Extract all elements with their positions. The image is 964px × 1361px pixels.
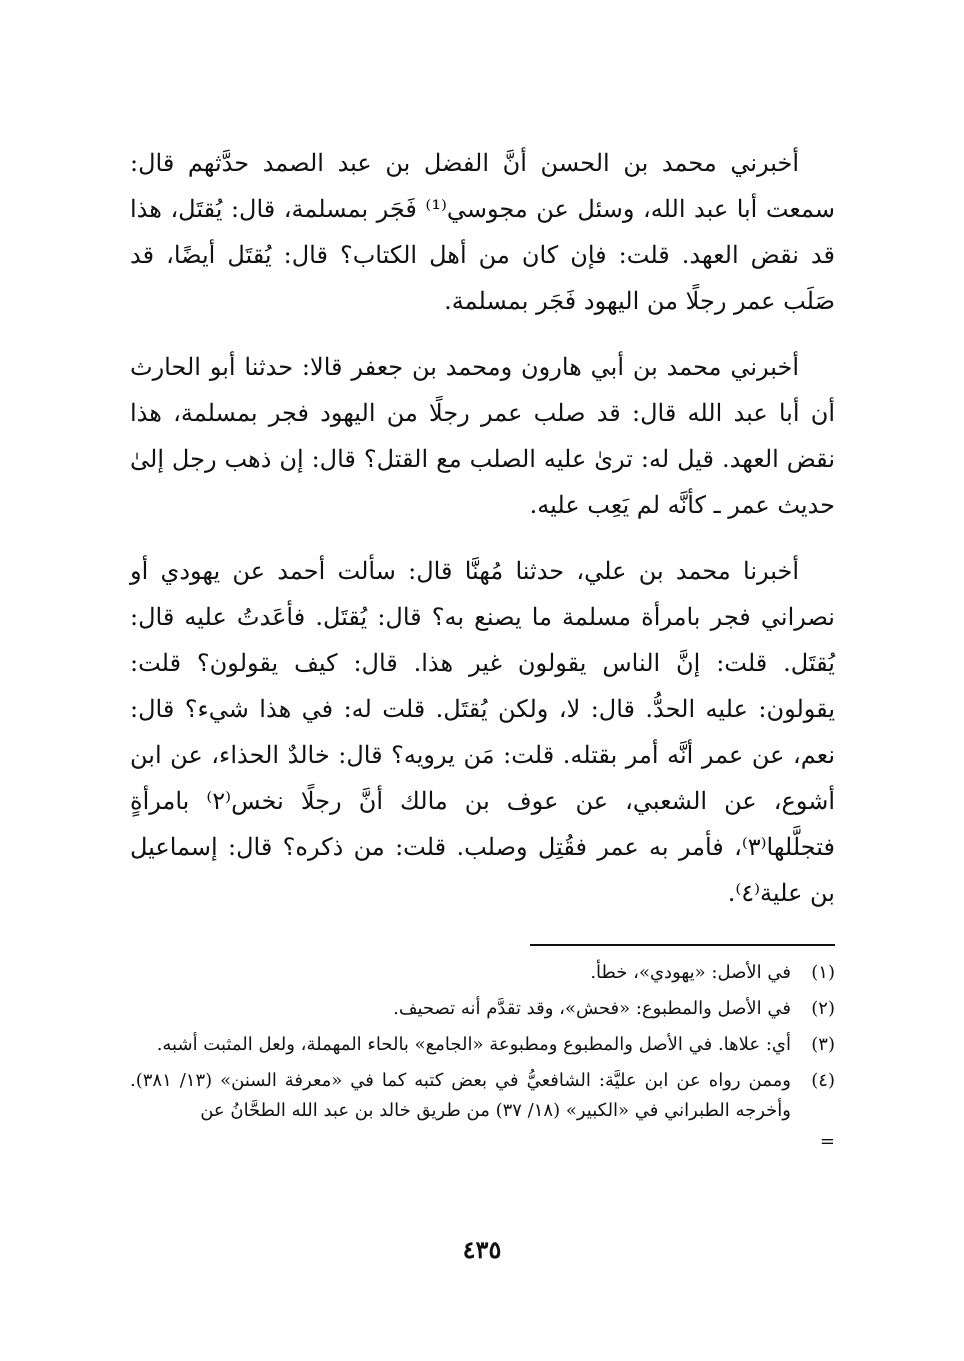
footnote-4 [130,1066,835,1126]
page-content [130,140,835,1152]
footnote-text: في الأصل: «يهودي»، خطأ. [590,962,791,983]
footnote-divider [530,944,835,946]
footnote-text: وممن رواه عن ابن عليَّة: الشافعيُّ في بعض كتبه كما في «معرفة السنن» (١٣/ ٣٨١). وأخرجه الطبراني في «الكبير» (١٨/ ٣٧) من طريق خالد بن عبد الله الطحَّانُ عن [130,1070,791,1121]
footnote-1 [130,958,835,988]
paragraph-2: أخبرني محمد بن أبي هارون ومحمد بن جعفر قالا: حدثنا أبو الحارث أن أبا عبد الله قال: قد صلب عمر رجلًا من اليهود فجر بمسلمة، هذا نقض العهد. قيل له: ترىٰ عليه الصلب مع القتل؟ قال: إن ذهب رجل إلىٰ حديث عمر ـ كأنَّه لم يَعِب عليه. [130,353,835,519]
footnote-number: (٢) [811,998,835,1019]
footnote-number: (١) [811,962,835,983]
footnotes [130,958,835,1152]
footnote-text: في الأصل والمطبوع: «فحش»، وقد تقدَّم أنه تصحيف. [393,998,791,1019]
footnote-3 [130,1030,835,1060]
footnote-text: أي: علاها. في الأصل والمطبوع ومطبوعة «الجامع» بالحاء المهملة، ولعل المثبت أشبه. [156,1034,791,1055]
paragraph-1: أخبرني محمد بن الحسن أنَّ الفضل بن عبد الصمد حدَّثهم قال: سمعت أبا عبد الله، وسئل عن مجوسي⁽¹⁾ فَجَر بمسلمة، قال: يُقتَل، هذا قد نقض العهد. قلت: فإن كان من أهل الكتاب؟ قال: يُقتَل أيضًا، قد صَلَب عمر رجلًا من اليهود فَجَر بمسلمة. [130,149,835,315]
footnote-number: (٤) [811,1070,835,1091]
paragraph-3: أخبرنا محمد بن علي، حدثنا مُهنَّا قال: سألت أحمد عن يهودي أو نصراني فجر بامرأة مسلمة ما يصنع به؟ قال: يُقتَل. فأعَدتُ عليه قال: يُقتَل. قلت: إنَّ الناس يقولون غير هذا. قال: كيف يقولون؟ قلت: يقولون: عليه الحدُّ. قال: لا، ولكن يُقتَل. قلت له: في هذا شيء؟ قال: نعم، عن عمر أنَّه أمر بقتله. قلت: مَن يرويه؟ قال: خالدٌ الحذاء، عن ابن أشوع، عن الشعبي، عن عوف بن مالك أنَّ رجلًا نخس⁽٢⁾ بامرأةٍ فتجلَّلها⁽٣⁾، فأمر به عمر فقُتِل وصلب. قلت: من ذكره؟ قال: إسماعيل بن علية⁽٤⁾. [130,557,836,907]
page-number: ٤٣٥ [462,1235,502,1264]
footnote-2 [130,994,835,1024]
footnote-number: (٣) [811,1034,835,1055]
continuation-mark: = [819,1131,835,1152]
